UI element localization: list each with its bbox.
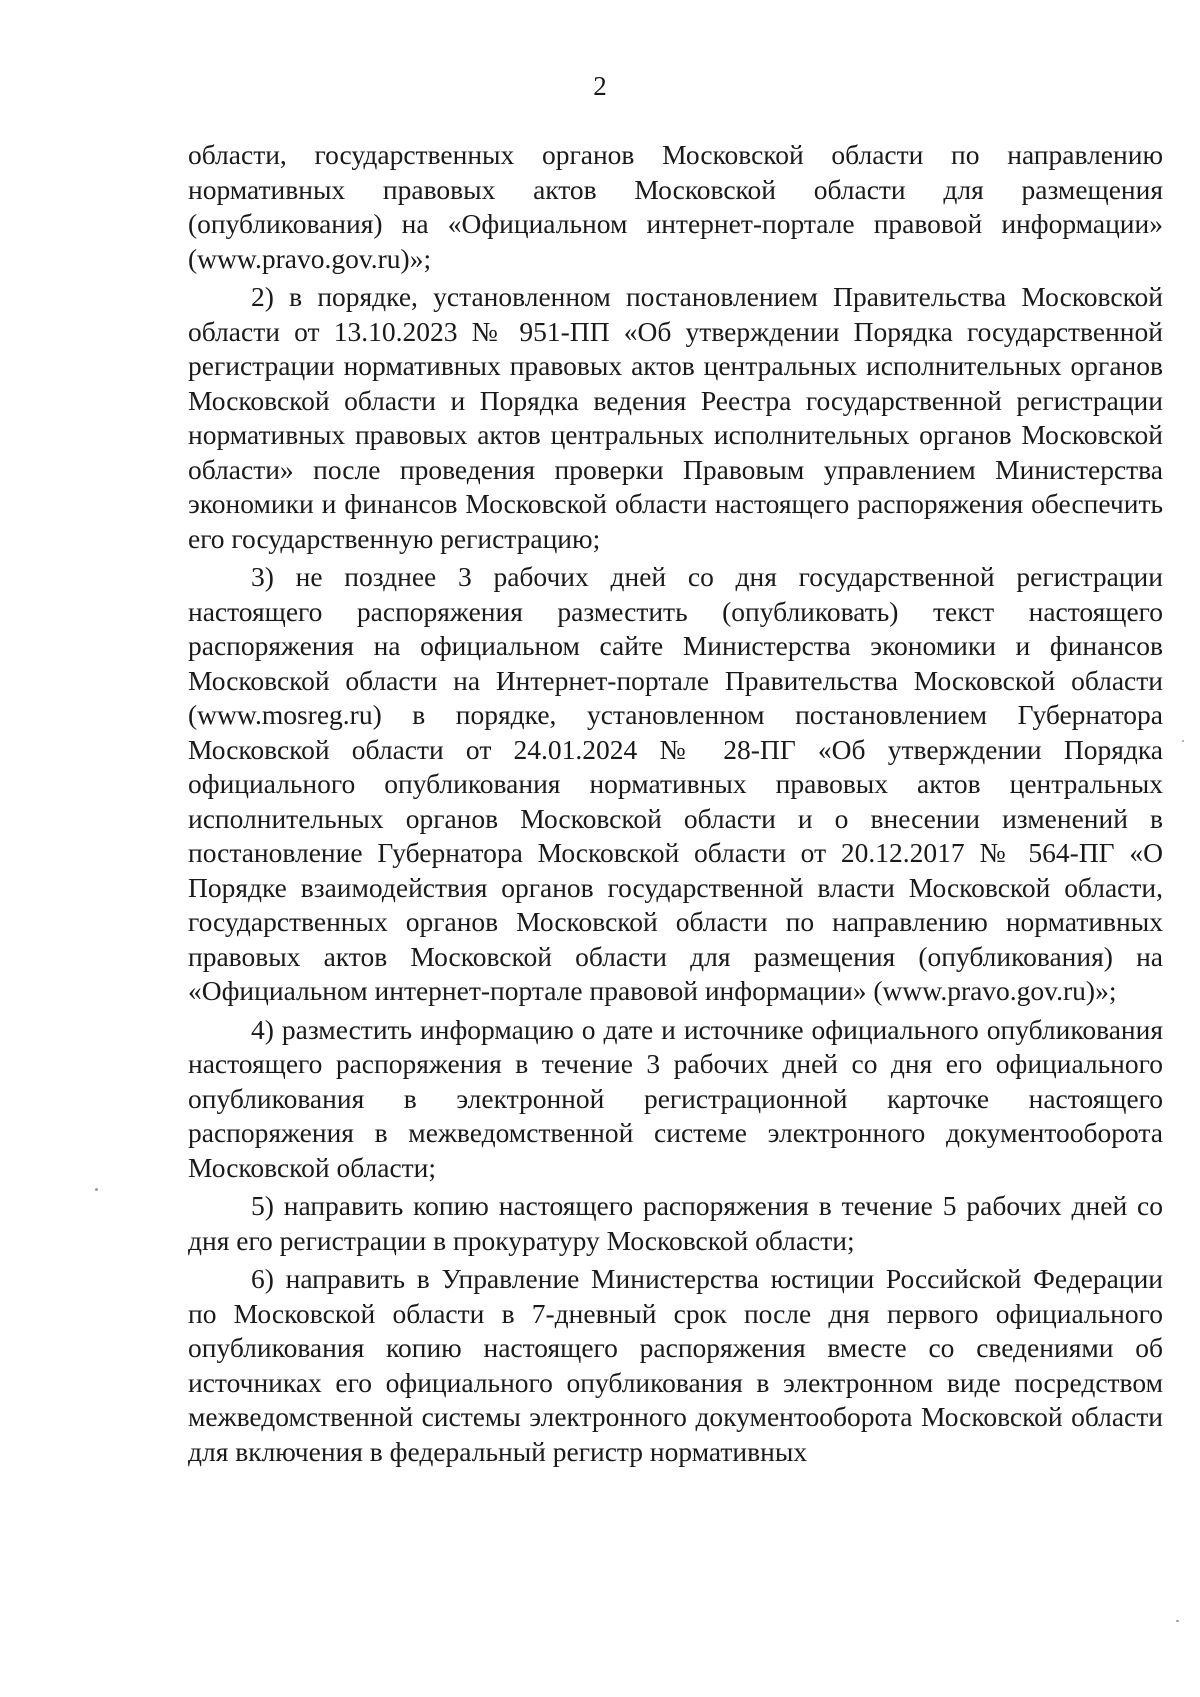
document-body (188, 138, 1163, 1473)
paragraph-item-2: 2) в порядке, установленном постановлением Правительства Московской области от 13.10.2023 № 951-ПП «Об утверждении Порядка государственной регистрации нормативных правовых актов центральных исполнительных органов Московской области и Порядка ведения Реестра государственной регистрации нормативных правовых актов центральных исполнительных органов Московской области» после проведения проверки Правовым управлением Министерства экономики и финансов Московской области настоящего распоряжения обеспечить его государственную регистрацию; (188, 281, 1163, 554)
paragraph-item-6: 6) направить в Управление Министерства юстиции Российской Федерации по Московской области в 7-дневный срок после дня первого официального опубликования копию настоящего распоряжения вместе со сведениями об источниках его официального опубликования в электронном виде посредством межведомственной системы электронного документооборота Московской области для включения в федеральный регистр нормативных (188, 1263, 1163, 1467)
paragraph-item-4: 4) разместить информацию о дате и источнике официального опубликования настоящего распоряжения в течение 3 рабочих дней со дня его официального опубликования в электронной регистрационной карточке настоящего распоряжения в межведомственной системе электронного документооборота Московской области; (188, 1013, 1163, 1183)
paragraph-item-5: 5) направить копию настоящего распоряжения в течение 5 рабочих дней со дня его регистрации в прокуратуру Московской области; (188, 1190, 1163, 1256)
page-number: 2 (593, 71, 607, 101)
paragraph-continuation: области, государственных органов Московской области по направлению нормативных правовых актов Московской области для размещения (опубликования) на «Официальном интернет-портале правовой информации» (www.pravo.gov.ru)»; (188, 139, 1163, 274)
scan-speck (1176, 1620, 1179, 1622)
scan-speck (1182, 740, 1184, 742)
paragraph-item-3: 3) не позднее 3 рабочих дней со дня государственной регистрации настоящего распоряжения разместить (опубликовать) текст настоящего распоряжения на официальном сайте Министерства экономики и финансов Московской области на Интернет-портале Правительства Московской области (www.mosreg.ru) в порядке, установленном постановлением Губернатора Московской области от 24.01.2024 № 28-ПГ «Об утверждении Порядка официального опубликования нормативных правовых актов центральных исполнительных органов Московской области и о внесении изменений в постановление Губернатора Московской области от 20.12.2017 № 564-ПГ «О Порядке взаимодействия органов государственной власти Московской области, государственных органов Московской области по направлению нормативных правовых актов Московской области для размещения (опубликования) на «Официальном интернет-портале правовой информации» (www.pravo.gov.ru)»; (188, 561, 1163, 1006)
scan-speck (95, 1188, 98, 1191)
